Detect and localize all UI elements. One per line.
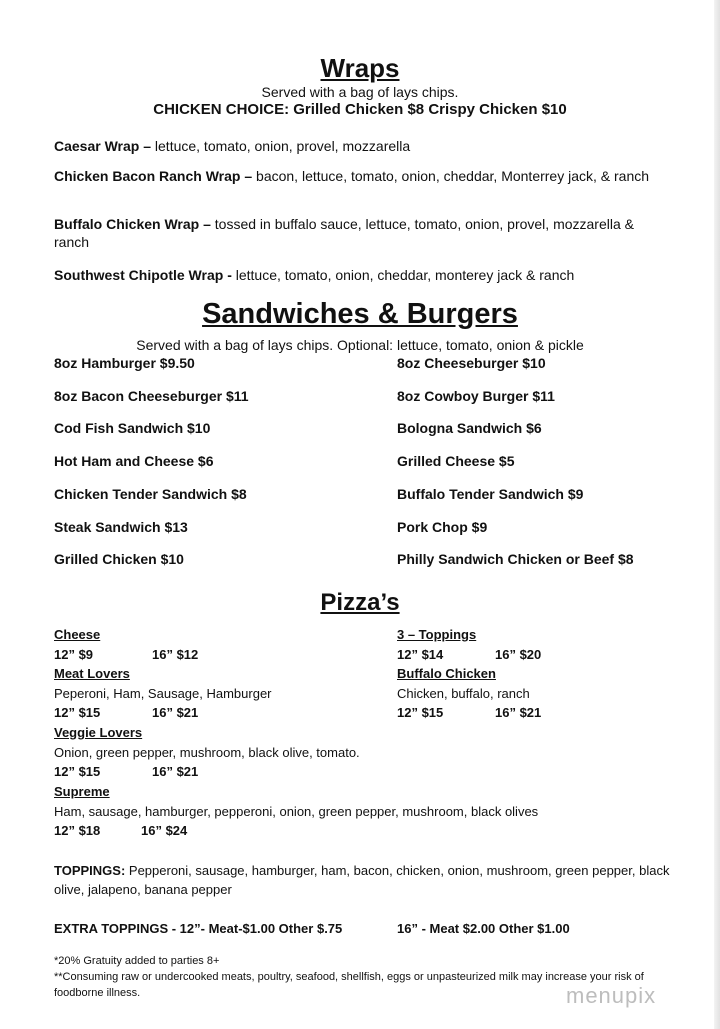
chicken-choice: CHICKEN CHOICE: Grilled Chicken $8 Crispy Chicken $10 [153, 101, 567, 118]
sandwich-item: Pork Chop $9 [397, 519, 488, 535]
pizza-name-buffalo-chicken: Buffalo Chicken [397, 666, 496, 681]
pizza-desc: Ham, sausage, hamburger, pepperoni, onion, green pepper, mushroom, black olives [54, 804, 539, 819]
extra-toppings-12: EXTRA TOPPINGS - 12”- Meat-$1.00 Other $.75 [54, 921, 343, 936]
pizza-price-16: 16” $12 [152, 647, 199, 662]
pizza-price-16: 16” $21 [495, 705, 542, 720]
pizza-price-16: 16” $21 [152, 705, 199, 720]
toppings-list: Pepperoni, sausage, hamburger, ham, bacon, chicken, onion, mushroom, green pepper, black [125, 863, 670, 878]
gratuity-note: *20% Gratuity added to parties 8+ [54, 955, 220, 967]
pizza-price-12: 12” $15 [54, 705, 101, 720]
sandwich-item: Steak Sandwich $13 [54, 519, 188, 535]
toppings-label: TOPPINGS: [54, 863, 126, 878]
sandwiches-title: Sandwiches & Burgers [202, 298, 518, 330]
consumption-warning-continued: foodborne illness. [54, 987, 141, 999]
wrap-item [54, 137, 666, 155]
wrap-item [54, 215, 666, 251]
sandwich-item: Philly Sandwich Chicken or Beef $8 [397, 551, 634, 567]
sandwich-item: Bologna Sandwich $6 [397, 420, 542, 436]
pizza-name-cheese: Cheese [54, 627, 101, 642]
toppings-line [54, 863, 669, 878]
pizza-desc: Chicken, buffalo, ranch [397, 686, 530, 701]
sandwich-item: Buffalo Tender Sandwich $9 [397, 486, 584, 502]
pizza-price-16: 16” $20 [495, 647, 542, 662]
page-edge [714, 0, 720, 1029]
pizza-desc: Peperoni, Ham, Sausage, Hamburger [54, 686, 272, 701]
pizza-price-12: 12” $15 [397, 705, 444, 720]
sandwiches-served-note: Served with a bag of lays chips. Optional: lettuce, tomato, onion & pickle [136, 337, 584, 353]
menupix-watermark: menupix [566, 983, 657, 1008]
pizzas-title: Pizza’s [320, 589, 400, 616]
wrap-item [54, 167, 666, 185]
pizza-name-meat-lovers: Meat Lovers [54, 666, 130, 681]
pizza-name-veggie-lovers: Veggie Lovers [54, 725, 143, 740]
sandwich-item: Cod Fish Sandwich $10 [54, 420, 211, 436]
sandwich-item: 8oz Cheeseburger $10 [397, 355, 546, 371]
pizza-price-12: 12” $9 [54, 647, 94, 662]
sandwich-item: Grilled Cheese $5 [397, 453, 515, 469]
pizza-price-16: 16” $24 [141, 823, 188, 838]
wrap-name: Buffalo Chicken Wrap – [54, 216, 211, 232]
wraps-served-note: Served with a bag of lays chips. [261, 84, 459, 100]
pizza-price-12: 12” $15 [54, 764, 101, 779]
pizza-price-16: 16” $21 [152, 764, 199, 779]
pizza-desc: Onion, green pepper, mushroom, black olive, tomato. [54, 745, 360, 760]
extra-toppings-16: 16” - Meat $2.00 Other $1.00 [397, 921, 570, 936]
sandwich-item: Hot Ham and Cheese $6 [54, 453, 214, 469]
wrap-item [54, 266, 666, 284]
pizza-name-3-toppings: 3 – Toppings [397, 627, 477, 642]
sandwich-item: 8oz Cowboy Burger $11 [397, 388, 555, 404]
wrap-desc: tossed in buffalo sauce, lettuce, tomato, onion, provel, mozzarella & ranch [54, 216, 634, 250]
wraps-title: Wraps [320, 53, 400, 83]
wrap-desc: bacon, lettuce, tomato, onion, cheddar, Monterrey jack, & ranch [252, 168, 650, 184]
pizza-price-12: 12” $18 [54, 823, 101, 838]
wrap-name: Southwest Chipotle Wrap - [54, 267, 232, 283]
wrap-desc: lettuce, tomato, onion, cheddar, monterey jack & ranch [231, 267, 575, 283]
sandwich-item: Grilled Chicken $10 [54, 551, 184, 567]
sandwich-item: 8oz Bacon Cheeseburger $11 [54, 388, 249, 404]
pizza-price-12: 12” $14 [397, 647, 444, 662]
toppings-list-continued: olive, jalapeno, banana pepper [54, 882, 232, 897]
wrap-desc: lettuce, tomato, onion, provel, mozzarella [151, 138, 411, 154]
sandwich-item: 8oz Hamburger $9.50 [54, 355, 195, 371]
wrap-name: Chicken Bacon Ranch Wrap – [54, 168, 253, 184]
consumption-warning: **Consuming raw or undercooked meats, poultry, seafood, shellfish, eggs or unpasteurized milk may increase your risk of [54, 971, 644, 983]
sandwich-item: Chicken Tender Sandwich $8 [54, 486, 247, 502]
pizza-name-supreme: Supreme [54, 784, 110, 799]
wrap-name: Caesar Wrap – [54, 138, 152, 154]
